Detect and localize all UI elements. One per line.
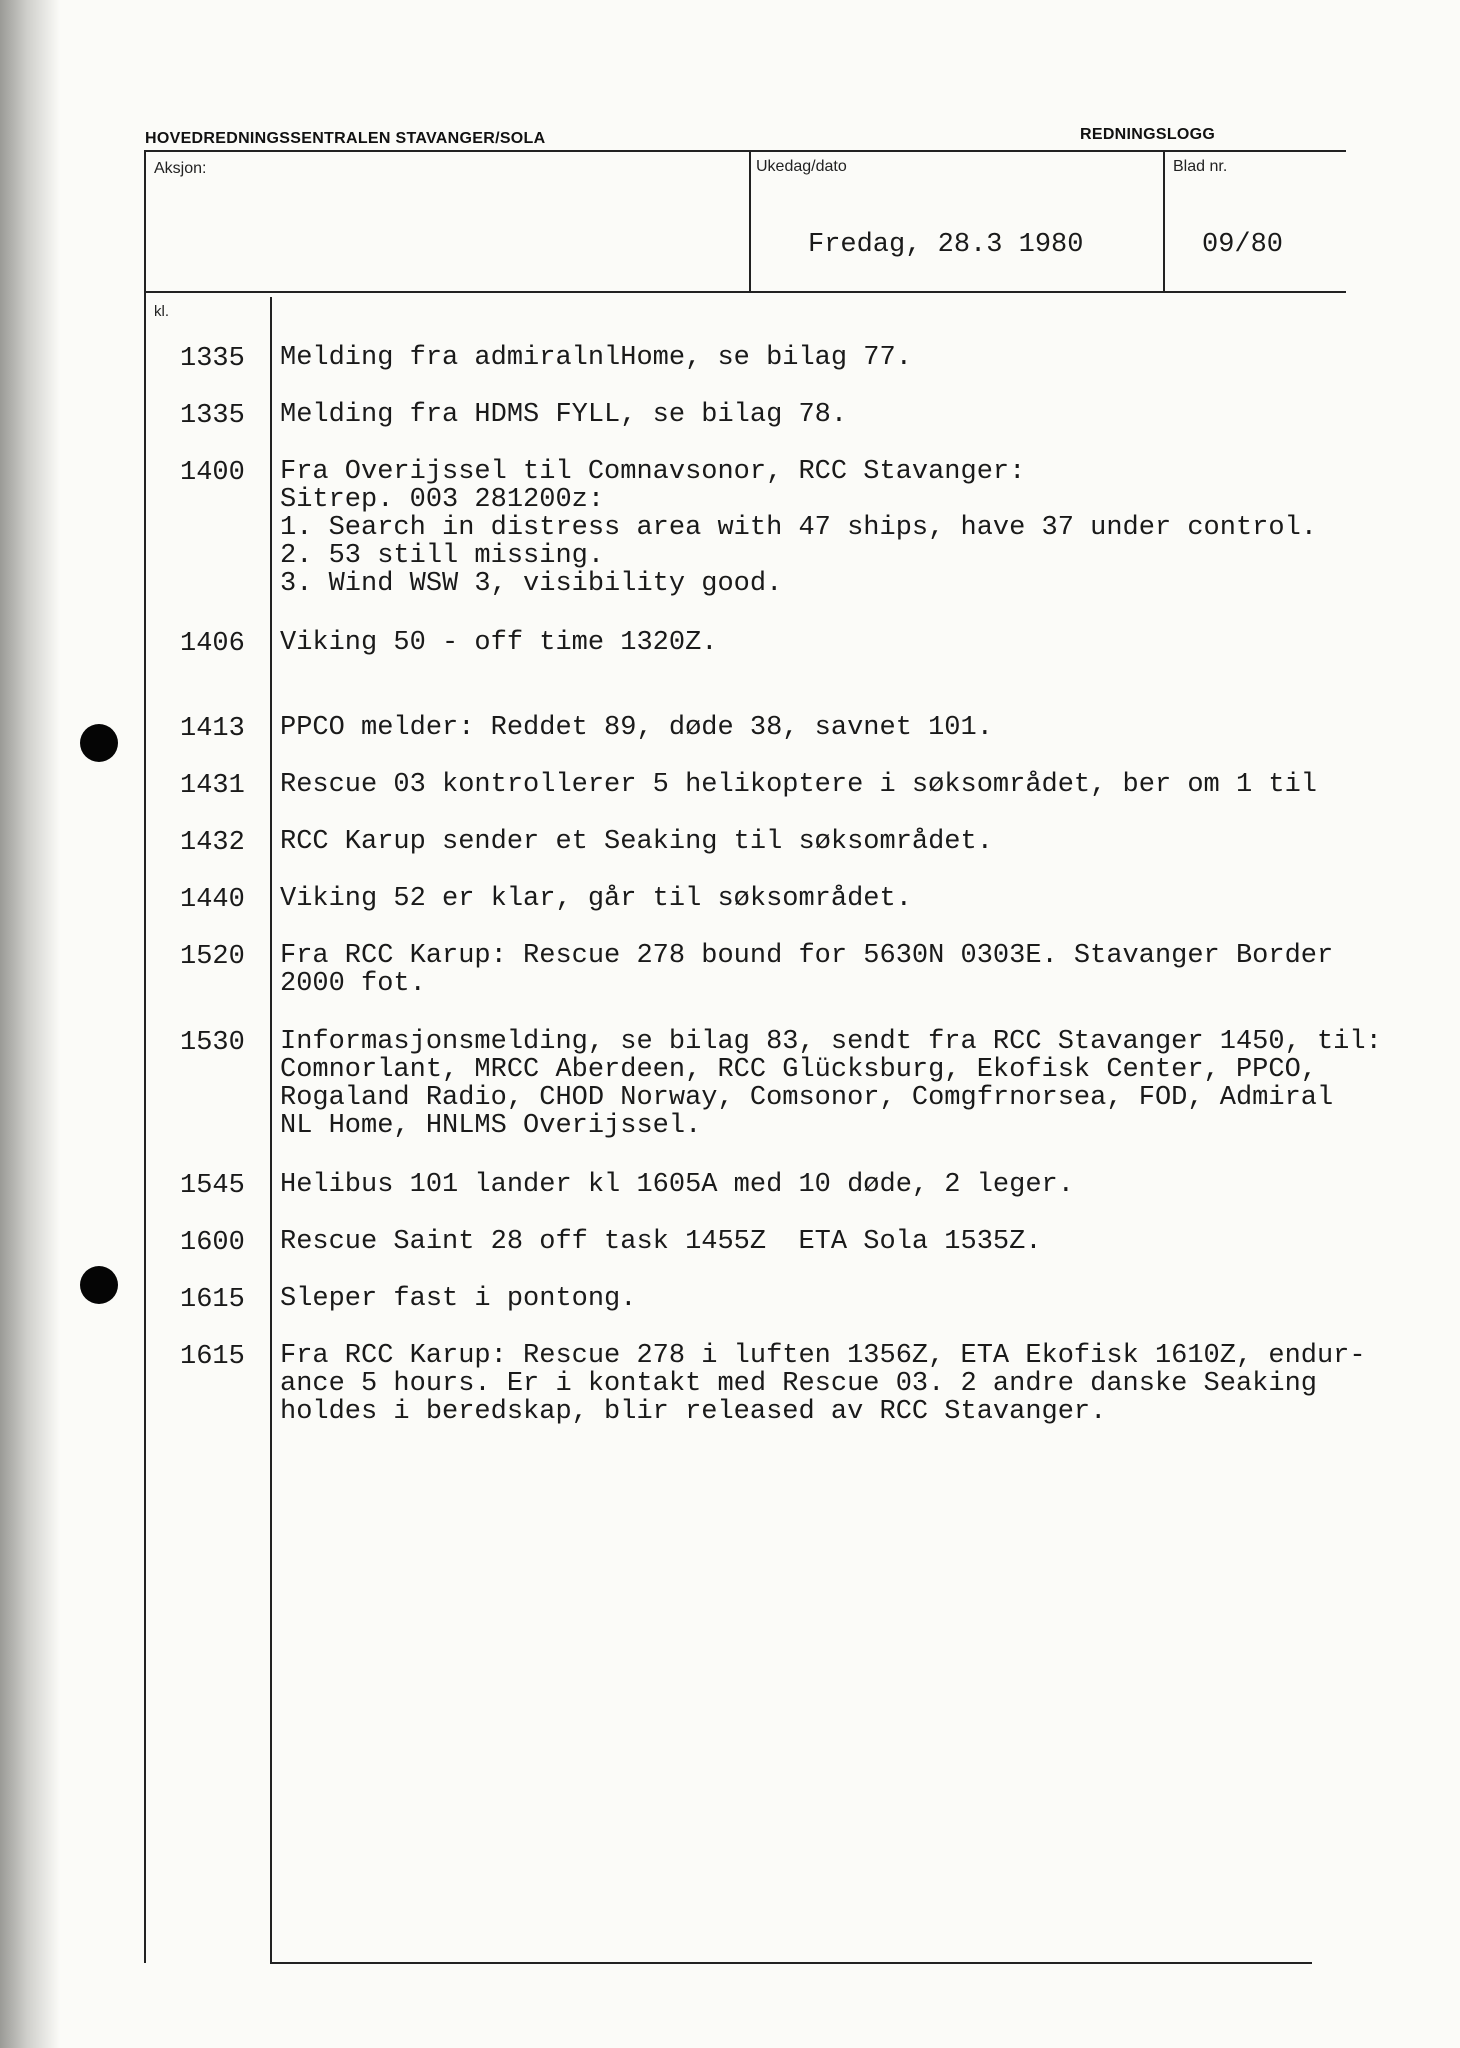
- log-entry-line: Rescue 03 kontrollerer 5 helikoptere i søksområdet, ber om 1 til: [280, 770, 1317, 800]
- log-entry-line: ance 5 hours. Er i kontakt med Rescue 03. 2 andre danske Seaking: [280, 1369, 1317, 1399]
- log-entry-line: 1. Search in distress area with 47 ships, have 37 under control.: [280, 513, 1317, 543]
- log-entry-text: [280, 1342, 1440, 1426]
- log-entry-line: PPCO melder: Reddet 89, døde 38, savnet 101.: [280, 713, 993, 743]
- log-entry-time: 1413: [180, 714, 245, 744]
- log-entry-line: Comnorlant, MRCC Aberdeen, RCC Glücksburg, Ekofisk Center, PPCO,: [280, 1055, 1317, 1085]
- log-entry-text: [280, 942, 1440, 998]
- blad-value: 09/80: [1202, 230, 1284, 260]
- log-entry-line: holdes i beredskap, blir released av RCC Stavanger.: [280, 1397, 1107, 1427]
- log-entry-text: [280, 1028, 1440, 1140]
- log-entry-line: Fra RCC Karup: Rescue 278 bound for 5630N 0303E. Stavanger Border: [280, 941, 1334, 971]
- log-entry-line: Informasjonsmelding, se bilag 83, sendt fra RCC Stavanger 1450, til:: [280, 1027, 1382, 1057]
- time-column-divider: [270, 297, 272, 1963]
- time-column-label: kl.: [154, 303, 169, 320]
- log-entry-text: [280, 828, 1440, 856]
- log-entry-text: [280, 629, 1440, 657]
- log-entry-line: RCC Karup sender et Seaking til søksområdet.: [280, 827, 993, 857]
- log-entry-text: [280, 1171, 1440, 1199]
- log-entry-line: Melding fra admiralnlHome, se bilag 77.: [280, 343, 912, 373]
- date-field-divider: [749, 150, 751, 292]
- form-top-border: [144, 150, 1346, 152]
- form-bottom-border: [270, 1962, 1312, 1964]
- log-entry-time: 1335: [180, 401, 245, 431]
- log-entry-text: [280, 771, 1440, 799]
- log-entry-line: Helibus 101 lander kl 1605A med 10 døde, 2 leger.: [280, 1170, 1074, 1200]
- log-entry-time: 1440: [180, 885, 245, 915]
- log-entry-text: [280, 885, 1440, 913]
- organization-header: HOVEDREDNINGSSENTRALEN STAVANGER/SOLA: [145, 130, 546, 147]
- log-entry-time: 1406: [180, 629, 245, 659]
- log-entry-line: 2. 53 still missing.: [280, 541, 605, 571]
- log-entry-text: [280, 401, 1440, 429]
- log-entry-time: 1520: [180, 942, 245, 972]
- log-entry-time: 1530: [180, 1028, 245, 1058]
- log-entry-time: 1432: [180, 828, 245, 858]
- log-entry-line: Fra Overijssel til Comnavsonor, RCC Stavanger:: [280, 457, 1026, 487]
- log-entry-time: 1600: [180, 1228, 245, 1258]
- form-left-border-lower: [144, 291, 146, 1963]
- date-value: Fredag, 28.3 1980: [808, 230, 1084, 260]
- log-entry-line: Fra RCC Karup: Rescue 278 i luften 1356Z, ETA Ekofisk 1610Z, endur-: [280, 1341, 1366, 1371]
- log-entry-line: 2000 fot.: [280, 969, 426, 999]
- blad-field-divider: [1163, 150, 1165, 292]
- form-title: REDNINGSLOGG: [1080, 126, 1216, 143]
- log-entry-text: [280, 1285, 1440, 1313]
- form-left-border: [144, 150, 146, 292]
- log-entry-line: Rogaland Radio, CHOD Norway, Comsonor, Comgfrnorsea, FOD, Admiral: [280, 1083, 1334, 1113]
- log-entry-time: 1400: [180, 458, 245, 488]
- log-entry-line: Sleper fast i pontong.: [280, 1284, 637, 1314]
- punch-hole-top: [80, 724, 118, 762]
- log-entry-text: [280, 344, 1440, 372]
- log-entry-line: 3. Wind WSW 3, visibility good.: [280, 569, 783, 599]
- log-entry-line: NL Home, HNLMS Overijssel.: [280, 1111, 702, 1141]
- log-entry-line: Viking 50 - off time 1320Z.: [280, 628, 718, 658]
- log-entry-time: 1431: [180, 771, 245, 801]
- log-entry-text: [280, 714, 1440, 742]
- log-entry-time: 1545: [180, 1171, 245, 1201]
- log-entry-line: Rescue Saint 28 off task 1455Z ETA Sola 1535Z.: [280, 1227, 1042, 1257]
- blad-label: Blad nr.: [1173, 158, 1228, 175]
- log-entry-time: 1615: [180, 1285, 245, 1315]
- aksjon-label: Aksjon:: [154, 160, 207, 177]
- log-entry-text: [280, 458, 1440, 598]
- log-entry-line: Viking 52 er klar, går til søksområdet.: [280, 884, 912, 914]
- date-label: Ukedag/dato: [756, 158, 847, 175]
- log-entry-line: Melding fra HDMS FYLL, se bilag 78.: [280, 400, 848, 430]
- log-entry-time: 1615: [180, 1342, 245, 1372]
- log-entry-line: Sitrep. 003 281200z:: [280, 485, 605, 515]
- punch-hole-bottom: [80, 1266, 118, 1304]
- log-entry-time: 1335: [180, 344, 245, 374]
- log-entry-text: [280, 1228, 1440, 1256]
- scan-edge-shadow: [0, 0, 60, 2048]
- form-header-bottom-border: [144, 291, 1346, 293]
